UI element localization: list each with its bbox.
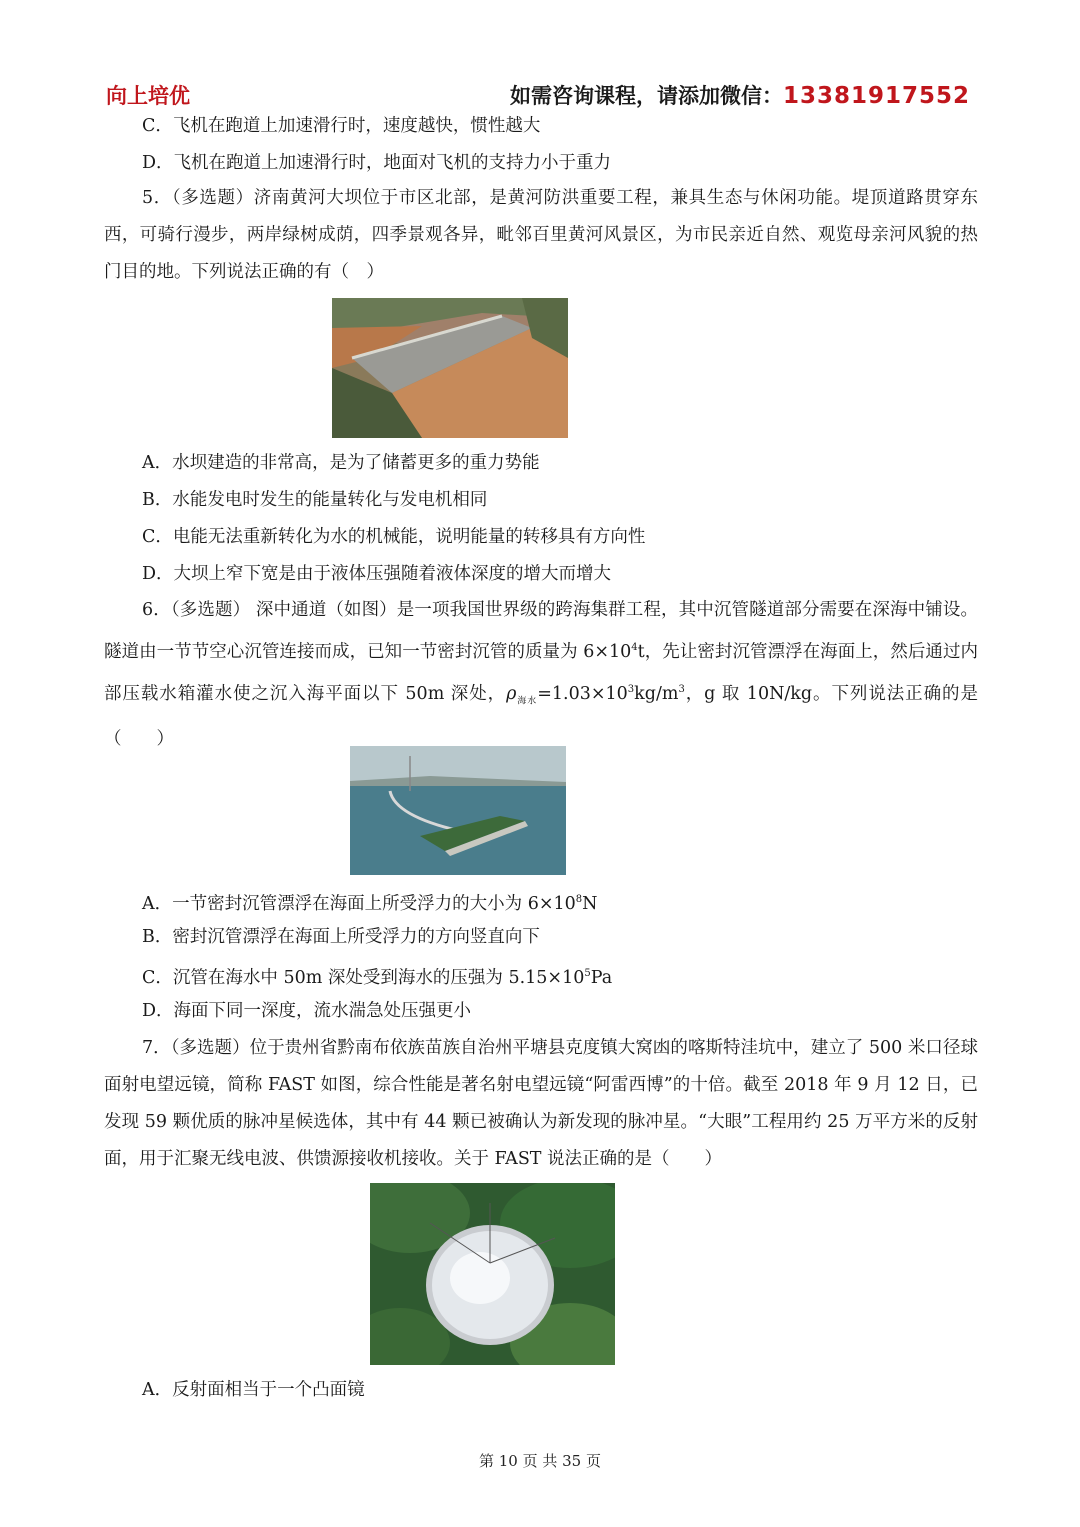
dam-photo (332, 298, 568, 438)
q6-stem-e: ，g 取 10N/kg。下列说法正确的是（ ） (104, 684, 978, 749)
q5-option-d: D．大坝上窄下宽是由于液体压强随着液体深度的增大而增大 (142, 564, 612, 584)
q5-stem (104, 180, 978, 291)
q6-stem-c: =1.03×10 (537, 684, 628, 704)
q6-stem-d: kg/m (634, 684, 679, 704)
q6-sup-unit: 3 (678, 684, 685, 695)
q5-option-c: C．电能无法重新转化为水的机械能，说明能量的转移具有方向性 (142, 527, 646, 547)
q6-option-c-unit: Pa (590, 968, 613, 988)
q6-option-a-sup: 8 (575, 894, 583, 905)
contact-prefix: 如需咨询课程，请添加微信： (509, 84, 783, 108)
q7-stem-text: 7．（多选题）位于贵州省黔南布依族苗族自治州平塘县克度镇大窝凼的喀斯特洼坑中，建立了 500 米口径球面射电望远镜，简称 FAST 如图，综合性能是著名射电望远镜“阿雷西博”的十倍。截至 2018 年 9 月 12 日，已发现 59 颗优质的脉冲星候选体，其中有 44 颗已被确认为新发现的脉冲星。“大眼”工程用约 25 万平方米的反射面，用于汇聚无线电波、供馈源接收机接收。关于 FAST 说法正确的是（ ） (104, 1038, 978, 1169)
page-number: 第 10 页 共 35 页 (478, 1452, 601, 1470)
q6-sup-mass: 4 (631, 642, 638, 653)
q6-sup-density: 3 (627, 684, 635, 695)
q6-rho-sub: 海水 (516, 696, 538, 707)
tunnel-photo (350, 746, 566, 875)
q6-rho: ρ (506, 684, 517, 704)
q6-stem-a: 6．（多选题） 深中通道（如图）是一项我国世界级的跨海集群工程，其中沉管隧道部分需要在深海中铺设。隧道由一节节空心沉管连接而成，已知一节密封沉管的质量为 6×10 (104, 600, 978, 662)
brand-name: 向上培优 (106, 84, 190, 108)
q6-stem-b: t，先让密封沉管漂浮在海面上，然后通过内部压载水箱灌水使之沉入海平面以下 50m 深处， (104, 642, 978, 704)
q6-option-a-text: A．一节密封沉管漂浮在海面上所受浮力的大小为 6×10 (142, 894, 576, 914)
q6-option-c (142, 962, 612, 990)
q6-option-c-text: C．沉管在海水中 50m 深处受到海水的压强为 5.15×10 (142, 968, 585, 988)
q5-option-a: A．水坝建造的非常高，是为了储蓄更多的重力势能 (142, 453, 540, 473)
contact-line (510, 80, 970, 110)
q4-option-c: C．飞机在跑道上加速滑行时，速度越快，惯性越大 (142, 116, 541, 136)
q5-option-b: B．水能发电时发生的能量转化与发电机相同 (142, 490, 488, 510)
q7-option-a: A．反射面相当于一个凸面镜 (142, 1380, 365, 1400)
contact-phone: 13381917552 (782, 83, 970, 109)
fast-telescope-photo (370, 1183, 615, 1365)
q6-option-b: B．密封沉管漂浮在海面上所受浮力的方向竖直向下 (142, 927, 540, 947)
q6-option-c-sup: 5 (584, 968, 591, 979)
q6-option-a (142, 888, 597, 916)
q6-stem (104, 592, 978, 758)
q6-option-d: D．海面下同一深度，流水湍急处压强更小 (142, 1001, 472, 1021)
q5-stem-text: 5．（多选题）济南黄河大坝位于市区北部，是黄河防洪重要工程，兼具生态与休闲功能。堤顶道路贯穿东西，可骑行漫步，两岸绿树成荫，四季景观各异，毗邻百里黄河风景区，为市民亲近自然、观览母亲河风貌的热门目的地。下列说法正确的有（ ） (104, 188, 978, 282)
q7-stem (104, 1030, 978, 1178)
q4-option-d: D．飞机在跑道上加速滑行时，地面对飞机的支持力小于重力 (142, 153, 612, 173)
q6-option-a-unit: N (582, 894, 598, 914)
